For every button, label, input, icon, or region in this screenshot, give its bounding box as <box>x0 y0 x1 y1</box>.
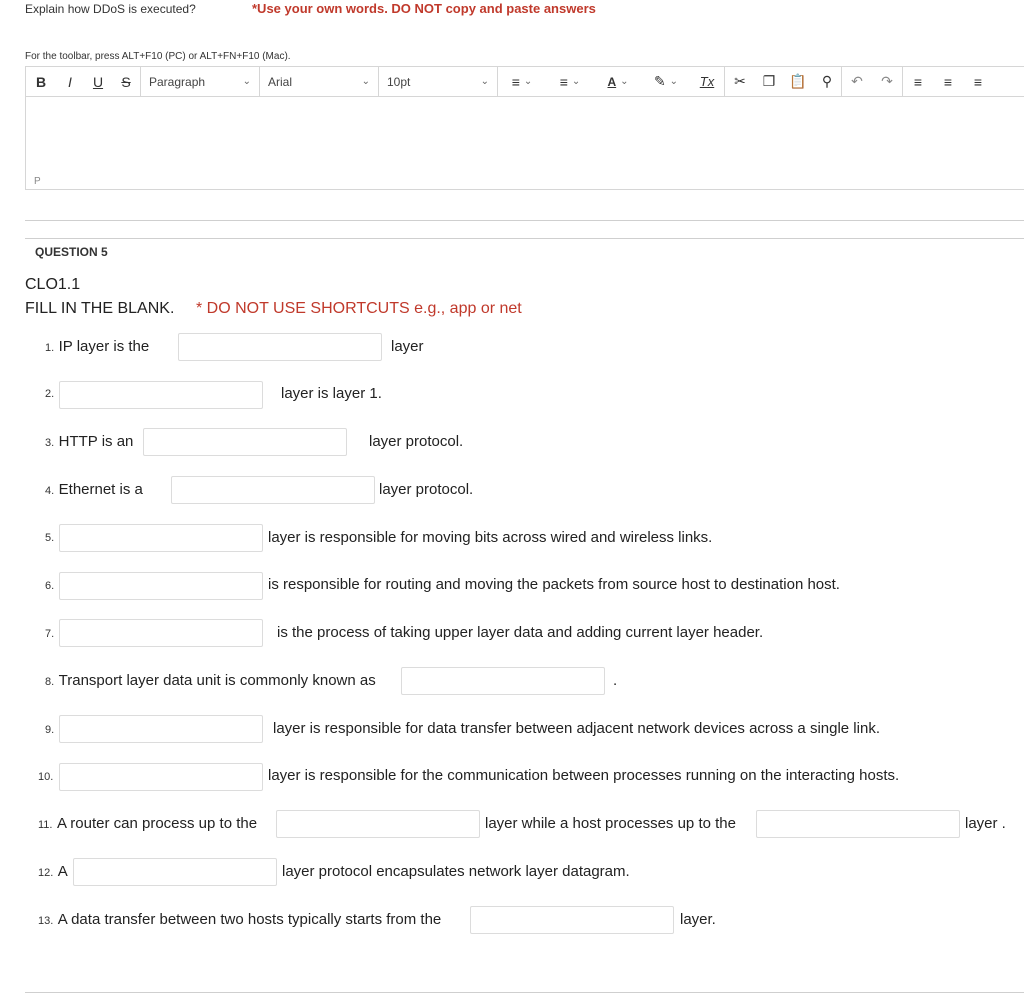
align-right-button[interactable] <box>963 67 993 96</box>
item-number: 1. <box>45 342 55 354</box>
item-text-after: layer . <box>965 815 1006 832</box>
text-color-icon: A <box>607 74 617 89</box>
bullet-list-icon: ≡ <box>511 73 520 90</box>
blank-input-13[interactable] <box>470 906 674 934</box>
item-text-before: IP layer is the <box>58 338 150 355</box>
blank-input-11a[interactable] <box>276 810 480 838</box>
item-number: 11. <box>38 819 53 831</box>
item-text-after: layer is responsible for data transfer between adjacent network devices across a single link. <box>273 720 880 737</box>
question-label: QUESTION 5 <box>35 245 108 259</box>
item-text-after: is responsible for routing and moving the packets from source host to destination host. <box>268 576 840 593</box>
question-item-13 <box>38 911 441 929</box>
item-number: 4. <box>45 485 55 497</box>
blank-input-1[interactable] <box>178 333 382 361</box>
redo-icon: ↷ <box>881 73 893 89</box>
item-number: 5. <box>45 532 55 544</box>
blank-input-5[interactable] <box>59 524 263 552</box>
item-text-after: . <box>613 672 618 689</box>
clear-format-button[interactable]: Tx <box>699 74 715 89</box>
item-number: 8. <box>45 676 55 688</box>
item-text-after: layer. <box>680 911 716 928</box>
copy-button[interactable] <box>755 67 783 96</box>
blank-input-10[interactable] <box>59 763 263 791</box>
align-right-icon: ≡ <box>973 73 983 90</box>
cut-button[interactable] <box>725 67 755 96</box>
blank-input-2[interactable] <box>59 381 263 409</box>
highlighter-icon: ✎ <box>653 73 666 89</box>
undo-icon: ↶ <box>851 73 863 89</box>
question-item-11 <box>38 815 257 833</box>
blank-input-9[interactable] <box>59 715 263 743</box>
font-label: Arial <box>268 74 293 89</box>
chevron-down-icon: ⌄ <box>620 76 629 87</box>
numbered-list-icon: ≡ <box>559 73 568 90</box>
item-text-after: layer protocol. <box>379 481 474 498</box>
paragraph-label: Paragraph <box>149 74 206 89</box>
item-text-after: layer is responsible for moving bits across wired and wireless links. <box>268 529 713 546</box>
blank-input-12[interactable] <box>73 858 277 886</box>
align-left-icon: ≡ <box>913 73 923 90</box>
blank-input-7[interactable] <box>59 619 263 647</box>
item-text-before: Ethernet is a <box>58 481 143 498</box>
item-text-middle: layer while a host processes up to the <box>485 815 736 832</box>
chevron-down-icon: ⌄ <box>669 76 679 87</box>
search-icon: ⚲ <box>821 73 833 89</box>
blank-input-11b[interactable] <box>756 810 960 838</box>
item-text-before: A <box>57 863 68 880</box>
item-text-after: layer protocol encapsulates network layer datagram. <box>282 863 630 880</box>
text-color-button[interactable] <box>594 67 642 96</box>
clo-label: CLO1.1 <box>25 276 81 293</box>
font-size-label: 10pt <box>387 74 411 89</box>
question-item-12 <box>38 863 68 881</box>
clipboard-icon: 📋 <box>789 73 807 89</box>
chevron-down-icon: ⌄ <box>361 76 370 87</box>
question-item-3 <box>45 433 133 451</box>
item-text-after: is the process of taking upper layer data and adding current layer header. <box>277 624 764 641</box>
prev-question-text: Explain how DDoS is executed? <box>25 2 196 16</box>
chevron-down-icon: ⌄ <box>242 76 251 87</box>
item-number: 13. <box>38 915 54 927</box>
align-center-icon: ≡ <box>943 73 953 90</box>
instruction: FILL IN THE BLANK. <box>25 300 175 317</box>
question-item-4 <box>45 481 143 499</box>
editor-text-area[interactable] <box>25 96 1024 190</box>
divider <box>25 238 1024 239</box>
toolbar-hint: For the toolbar, press ALT+F10 (PC) or ALT+FN+F10 (Mac). <box>25 51 291 62</box>
divider <box>25 220 1024 221</box>
copy-icon: ❐ <box>762 73 776 89</box>
item-number: 9. <box>45 724 55 736</box>
font-size-dropdown[interactable] <box>379 67 497 96</box>
item-text-after: layer is layer 1. <box>281 385 382 402</box>
italic-button[interactable]: I <box>68 73 72 90</box>
question-item-8 <box>45 672 376 690</box>
item-number: 7. <box>45 628 55 640</box>
item-text-after: layer is responsible for the communication between processes running on the interacting hosts. <box>268 767 900 784</box>
scissors-icon: ✂ <box>734 73 746 89</box>
prev-question-note: *Use your own words. DO NOT copy and paste answers <box>252 1 596 16</box>
paste-button[interactable] <box>783 67 813 96</box>
bullet-list-button[interactable] <box>498 67 546 96</box>
align-center-button[interactable] <box>933 67 963 96</box>
align-left-button[interactable] <box>903 67 933 96</box>
divider <box>25 992 1024 993</box>
highlight-button[interactable] <box>642 67 690 96</box>
numbered-list-button[interactable] <box>546 67 594 96</box>
chevron-down-icon: ⌄ <box>571 76 581 87</box>
paragraph-dropdown[interactable] <box>141 67 259 96</box>
chevron-down-icon: ⌄ <box>480 76 489 87</box>
item-number: 12. <box>38 867 54 879</box>
instruction-warning: * DO NOT USE SHORTCUTS e.g., app or net <box>196 300 522 317</box>
item-number: 10. <box>38 771 54 783</box>
strikethrough-button[interactable]: S <box>121 73 131 90</box>
item-number: 3. <box>45 437 55 449</box>
undo-button[interactable] <box>842 67 872 96</box>
item-number: 6. <box>45 580 55 592</box>
editor-status-path: P <box>34 176 41 187</box>
item-text-after: layer protocol. <box>369 433 464 450</box>
underline-button[interactable]: U <box>92 73 104 90</box>
blank-input-8[interactable] <box>401 667 605 695</box>
item-text-before: A router can process up to the <box>56 815 258 832</box>
find-button[interactable] <box>813 67 841 96</box>
blank-input-3[interactable] <box>143 428 347 456</box>
editor-toolbar <box>25 66 1024 97</box>
bold-button[interactable]: B <box>35 73 47 90</box>
item-text-before: Transport layer data unit is commonly known as <box>58 672 376 689</box>
redo-button[interactable] <box>872 67 902 96</box>
blank-input-4[interactable] <box>171 476 375 504</box>
item-text-after: layer <box>391 338 424 355</box>
blank-input-6[interactable] <box>59 572 263 600</box>
chevron-down-icon: ⌄ <box>523 76 533 87</box>
item-number: 2. <box>45 388 55 400</box>
question-item-1 <box>45 338 149 356</box>
item-text-before: A data transfer between two hosts typically starts from the <box>57 911 442 928</box>
item-text-before: HTTP is an <box>58 433 134 450</box>
font-dropdown[interactable] <box>260 67 378 96</box>
